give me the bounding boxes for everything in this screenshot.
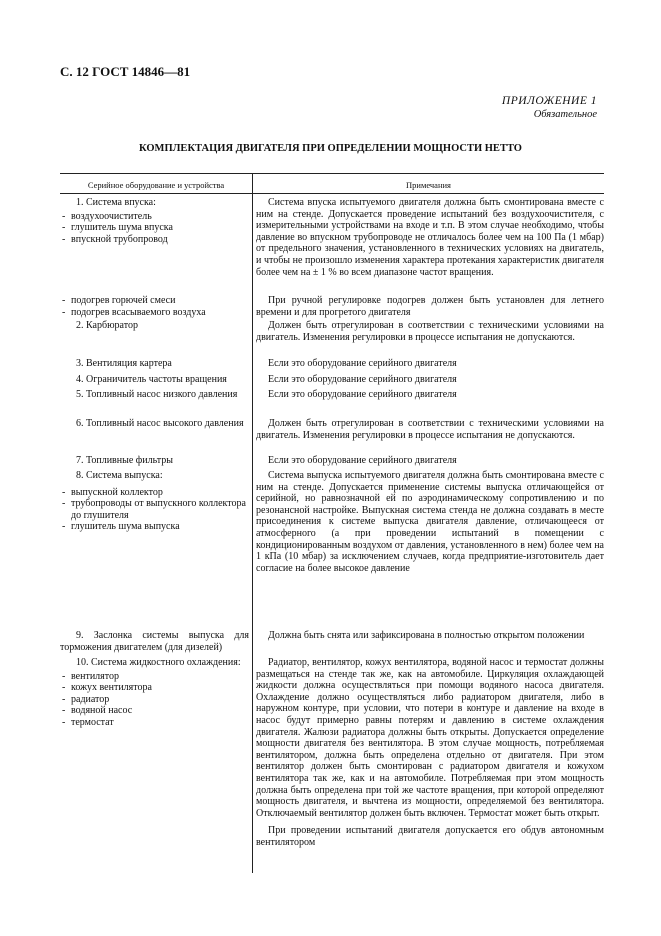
page-header: С. 12 ГОСТ 14846—81 [60,64,191,79]
equipment-cell [60,389,249,401]
notes-cell [256,374,604,386]
equipment-item: - глушитель шума выпуска [60,521,249,533]
equipment-title: 3. Вентиляция картера [76,358,172,369]
appendix-block [502,95,597,121]
notes-cell [256,197,604,278]
appendix-label: ПРИЛОЖЕНИЕ 1 [501,95,597,107]
equipment-cell [60,295,249,318]
notes-cell [256,630,604,642]
appendix-status: Обязательное [533,109,597,120]
equipment-item: - трубопроводы от выпускного коллектора до глушителя [60,498,249,521]
equipment-items [60,211,249,246]
notes-cell [256,320,604,343]
equipment-cell [60,455,249,467]
equipment-title: 4. Ограничитель частоты вращения [76,374,227,385]
note-text: Должен быть отрегулирован в соответствии с техническими условиями на двигатель. Изменения регулировки в процессе испытания не допускаются. [256,320,604,343]
notes-cell [256,657,604,849]
equipment-item: - подогрев горючей смеси [60,295,249,307]
equipment-title: 7. Топливные фильтры [76,455,173,466]
note-text: При проведении испытаний двигателя допускается его обдув автономным вентилятором [256,825,604,848]
equipment-items [60,295,249,318]
equipment-item: - воздухоочиститель [60,211,249,223]
equipment-cell [60,358,249,370]
note-text: При ручной регулировке подогрев должен быть установлен для летнего времени и для прогретого двигателя [256,295,604,318]
note-text: Если это оборудование серийного двигателя [268,389,457,400]
equipment-cell [60,374,249,386]
equipment-cell [60,320,249,332]
equipment-item: - выпускной коллектор [60,487,249,499]
notes-cell [256,389,604,401]
equipment-cell [60,197,249,245]
equipment-item: - подогрев всасываемого воздуха [60,307,249,319]
equipment-item: - впускной трубопровод [60,234,249,246]
note-text: Если это оборудование серийного двигателя [268,455,457,466]
equipment-item: - кожух вентилятора [60,682,249,694]
column-header-equipment: Серийное оборудование и устройства [87,180,225,190]
equipment-title: 9. Заслонка системы выпуска для торможения двигателем (для дизелей) [60,630,249,653]
note-text: Должен быть отрегулирован в соответствии с техническими условиями на двигатель. Изменения регулировки в процессе испытания не допускаются. [256,418,604,441]
equipment-title: 8. Система выпуска: [76,470,163,481]
note-text: Должна быть снята или зафиксирована в полностью открытом положении [268,630,585,641]
note-text: Радиатор, вентилятор, кожух вентилятора, водяной насос и термостат должны размещаться на стенде так же, как на автомобиле. Циркуляция охлаждающей жидкости должна осуществляться при помощи водяного насоса двигателя. Охлаждение должно осуществляться либо радиатором двигателя, либо в наружном контуре, при условии, что потери в контуре и давление на входе в насос будут примерно равны потерям и давлению в системе охлаждения двигателя. Жалюзи радиатора должны быть открыты. Допускается определение мощности двигателя без вентилятора. В этом случае мощность, потребляемая вентилятором, должна быть определена отдельно от двигателя. При этом вентилятор должен быть смонтирован с радиатором двигателя и кожухом вентилятора так же, как и на автомобиле. Потребляемая при этом мощность должна быть определена при той же частоте вращения, при которой определяют мощность двигателя, и вычтена из мощности, определяемой без вентилятора. Отключаемый вентилятор должен быть включен. Термостат может быть открыт. [256,657,604,819]
equipment-item: - радиатор [60,694,249,706]
equipment-title: 1. Система впуска: [76,197,156,208]
notes-cell [256,295,604,318]
notes-cell [256,358,604,370]
equipment-title: 6. Топливный насос высокого давления [76,418,244,429]
equipment-item: - глушитель шума впуска [60,222,249,234]
equipment-title: 10. Система жидкостного охлаждения: [76,657,241,668]
equipment-items [60,487,249,533]
table-column-divider [252,174,253,873]
equipment-cell [60,657,249,729]
equipment-title: 2. Карбюратор [76,320,138,331]
equipment-cell [60,470,249,533]
equipment-cell [60,418,249,430]
note-text: Система выпуска испытуемого двигателя должна быть смонтирована вместе с ним на стенде. Допускается применение системы выпуска отличающейся от серийной, но равнозначной ей по аэродинамическому сопротивлению и по резонансной настройке. Выпускная система стенда не должна создавать в месте присоединения к системе выпуска двигателя давление, отличающееся от атмосферного (а при проведении испытаний в помещении с кондиционированным воздухом от давления, установленного в нем) более чем на 1 кПа (10 мбар) за исключением случаев, когда предприятие-изготовитель дает согласие на более высокое давление [256,470,604,574]
table-header-rule [60,193,604,194]
table-top-rule [60,173,604,174]
equipment-item: - водяной насос [60,705,249,717]
note-text: Если это оборудование серийного двигателя [268,374,457,385]
document-title: КОМПЛЕКТАЦИЯ ДВИГАТЕЛЯ ПРИ ОПРЕДЕЛЕНИИ МОЩНОСТИ НЕТТО [139,143,522,154]
equipment-title: 5. Топливный насос низкого давления [76,389,238,400]
notes-cell [256,455,604,467]
equipment-items [60,671,249,729]
equipment-cell [60,630,249,653]
notes-cell [256,418,604,441]
note-text: Система впуска испытуемого двигателя должна быть смонтирована вместе с ним на стенде. Допускается проведение испытаний без воздухоочистителя, с измерительными устройствами на входе и т.п. В этом случае необходимо, чтобы давление во впускном трубопроводе не отличалось более чем на 100 Па (1 мбар) от предельного значения, установленного в технических условиях на двигатель, и чтобы не произошло изменения характера протекания характеристик двигателя более чем на ± 1 % во всем диапазоне частот вращения. [256,197,604,278]
equipment-item: - термостат [60,717,249,729]
equipment-item: - вентилятор [60,671,249,683]
column-header-notes: Примечания [406,180,451,190]
note-text: Если это оборудование серийного двигателя [268,358,457,369]
notes-cell [256,470,604,574]
